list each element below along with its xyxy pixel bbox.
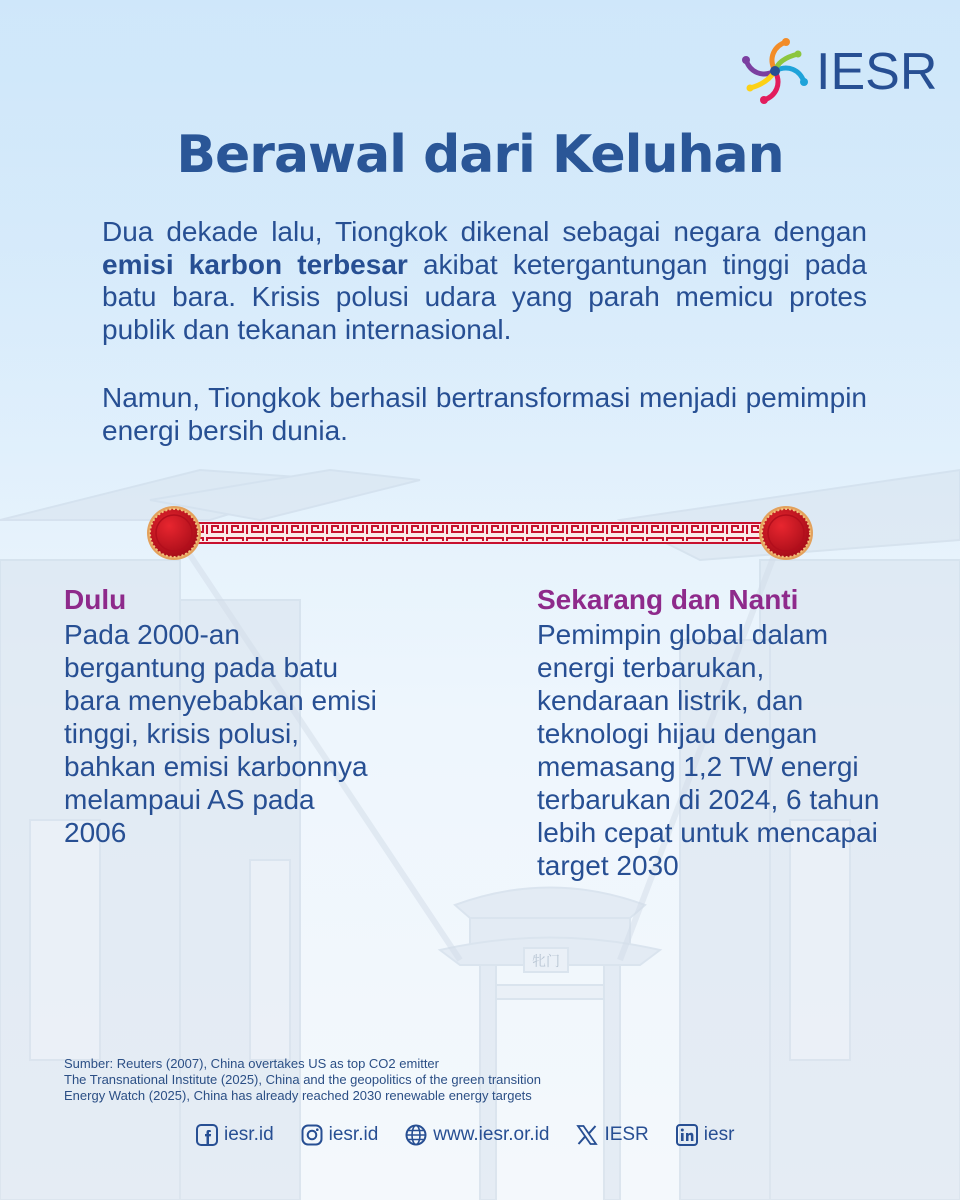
intro-text-end: akibat ketergantungan tinggi pada batu bara. Krisis polusi udara yang parah memicu protes publik dan tekanan internasional. xyxy=(102,248,867,345)
globe-icon xyxy=(405,1124,427,1146)
intro-paragraph xyxy=(102,216,867,346)
future-body: Pemimpin global dalam energi terbarukan, kendaraan listrik, dan teknologi hijau dengan memasang 1,2 TW energi terbarukan di 2024, 6 tahun lebih cepat untuk mencapai target 2030 xyxy=(537,619,880,881)
facebook-icon xyxy=(196,1124,218,1146)
social-x[interactable] xyxy=(576,1124,648,1146)
past-body: Pada 2000-an bergantung pada batu bara menyebabkan emisi tinggi, krisis polusi, bahkan emisi karbonnya melampaui AS pada 2006 xyxy=(64,619,377,848)
future-column xyxy=(537,584,887,882)
source-line: The Transnational Institute (2025), China and the geopolitics of the green transition xyxy=(64,1072,541,1087)
social-footer xyxy=(196,1120,734,1150)
source-line: Energy Watch (2025), China has already reached 2030 renewable energy targets xyxy=(64,1088,532,1103)
social-facebook[interactable] xyxy=(196,1124,274,1146)
intro-highlight: emisi karbon terbesar xyxy=(102,248,408,280)
ornament-knob-right xyxy=(759,506,813,560)
social-linkedin[interactable] xyxy=(676,1124,735,1146)
social-label: iesr xyxy=(703,1124,735,1145)
ornament-knob-left xyxy=(147,506,201,560)
sources xyxy=(64,1056,764,1104)
gate-sign: 牝门 xyxy=(532,954,560,970)
iesr-logo xyxy=(738,34,938,114)
linkedin-icon xyxy=(676,1124,698,1146)
past-column xyxy=(64,584,384,849)
instagram-icon xyxy=(301,1124,323,1146)
future-heading: Sekarang dan Nanti xyxy=(537,584,799,615)
social-label: IESR xyxy=(604,1124,649,1145)
x-icon xyxy=(576,1124,598,1146)
intro-text-start: Dua dekade lalu, Tiongkok dikenal sebagai negara dengan xyxy=(102,216,867,247)
ornament-divider xyxy=(146,504,814,562)
transformation-paragraph: Namun, Tiongkok berhasil bertransformasi menjadi pemimpin energi bersih dunia. xyxy=(102,382,867,446)
social-label: www.iesr.or.id xyxy=(433,1124,550,1145)
social-label: iesr.id xyxy=(224,1124,274,1145)
social-website[interactable] xyxy=(405,1124,549,1146)
social-label: iesr.id xyxy=(328,1124,379,1145)
iesr-logo-text: IESR xyxy=(816,43,938,101)
past-heading: Dulu xyxy=(64,584,127,615)
source-line: Sumber: Reuters (2007), China overtakes US as top CO2 emitter xyxy=(64,1056,439,1071)
iesr-logo-icon xyxy=(738,34,812,108)
social-instagram[interactable] xyxy=(301,1124,379,1146)
page-title: Berawal dari Keluhan xyxy=(176,125,784,185)
